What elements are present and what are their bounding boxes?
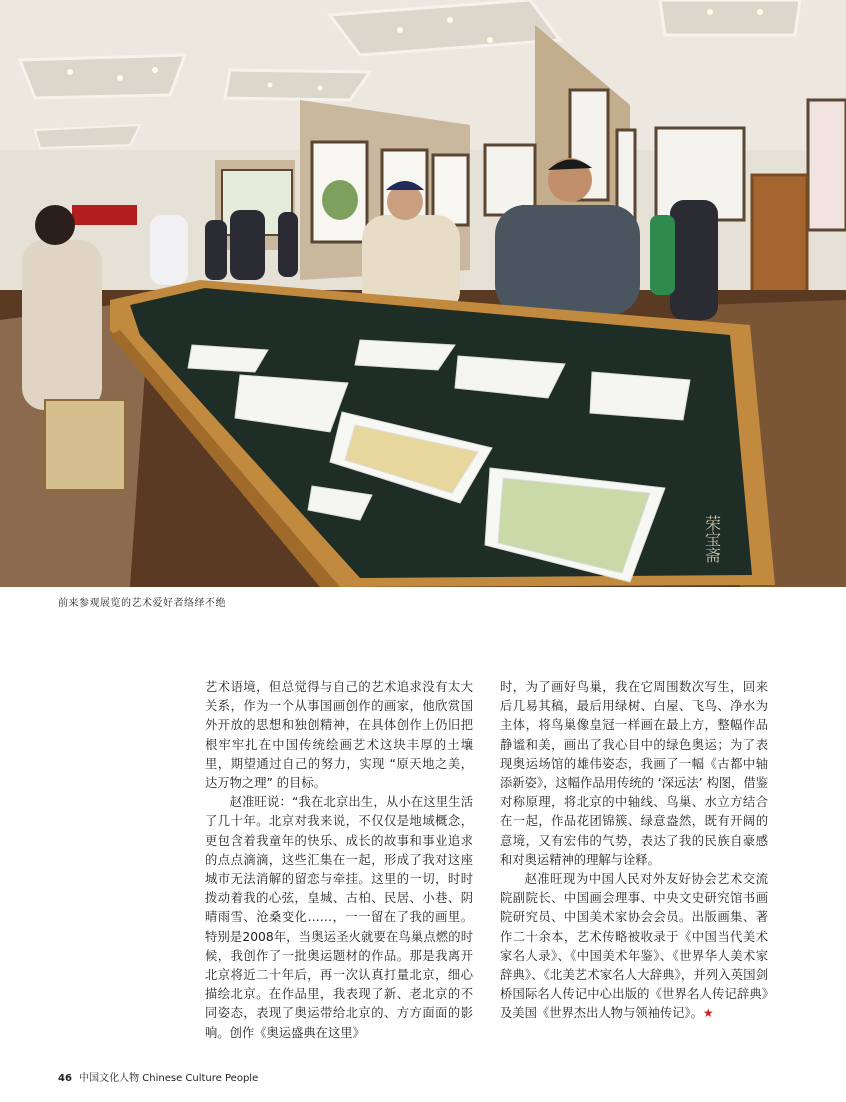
article-paragraph: 赵准旺说：“我在北京出生，从小在这里生活了几十年。北京对我来说，不仅仅是地域概念，更包含着我童年的快乐、成长的故事和事业追求的点点滴滴，这些汇集在一起，形成了我对这座城市无法消解的留恋与牵挂。这里的一切，时时拨动着我的心弦，皇城、古柏、民居、小巷、阴晴雨雪、沧桑变化……，一一留在了我的画里。特别是2008年，当奥运圣火就要在鸟巢点燃的时候，我创作了一批奥运题材的作品。那是我离开北京将近二十年后，再一次认真打量北京，细心描绘北京。在作品里，我表现了新、老北京的不同姿态，表现了奥运带给北京的、方方面面的影响。创作《奥运盛典在这里》 [205,795,473,1040]
photo-caption: 前来参观展览的艺术爱好者络绎不绝 [58,598,226,609]
article-paragraph: 时，为了画好鸟巢，我在它周围数次写生，回来后几易其稿，最后用绿树、白屋、飞鸟、净水为主体，将鸟巢像皇冠一样画在最上方，整幅作品静谧和美，画出了我心目中的绿色奥运；为了表现奥运场馆的雄伟姿态，我画了一幅《古都中轴添新姿》，这幅作品用传统的 ‘深远法’ 构图，借鉴对称原理，将北京的中轴线、鸟巢、水立方结合在一起，作品花团锦簇、绿意盎然，既有开阔的意境，又有宏伟的气势，表达了我的民族自豪感和对奥运精神的理解与诠释。 [500,680,768,867]
article-paragraph-last [500,870,768,1024]
article-column-left [205,678,473,1043]
article-paragraph-text: 赵准旺现为中国人民对外友好协会艺术交流院副院长、中国画会理事、中央文史研究馆书画院研究员、中国美术家协会会员。出版画集、著作二十余本，艺术传略被收录于《中国当代美术家名人录》、《中国美术年鉴》、《世界华人美术家辞典》、《北美艺术家名人大辞典》，并列入英国剑桥国际名人传记中心出版的《世界名人传记辞典》及美国《世界杰出人物与领袖传记》。 [500,872,768,1021]
magazine-name: 中国文化人物 Chinese Culture People [79,1073,259,1084]
article-column-right [500,678,768,1024]
vitrine-label: 荣宝斋 [702,515,722,563]
page-number: 46 [58,1073,72,1084]
article-paragraph: 艺术语境，但总觉得与自己的艺术追求没有太大关系，作为一个从事国画创作的画家，他欣赏国外开放的思想和独创精神，在具体创作上仍旧把根牢牢扎在中国传统绘画艺术这块丰厚的土壤里，期望通过自己的努力，实现 “原天地之美，达万物之理” 的目标。 [205,680,473,791]
end-mark-star-icon: ★ [702,1006,714,1021]
page-footer [58,1069,258,1084]
